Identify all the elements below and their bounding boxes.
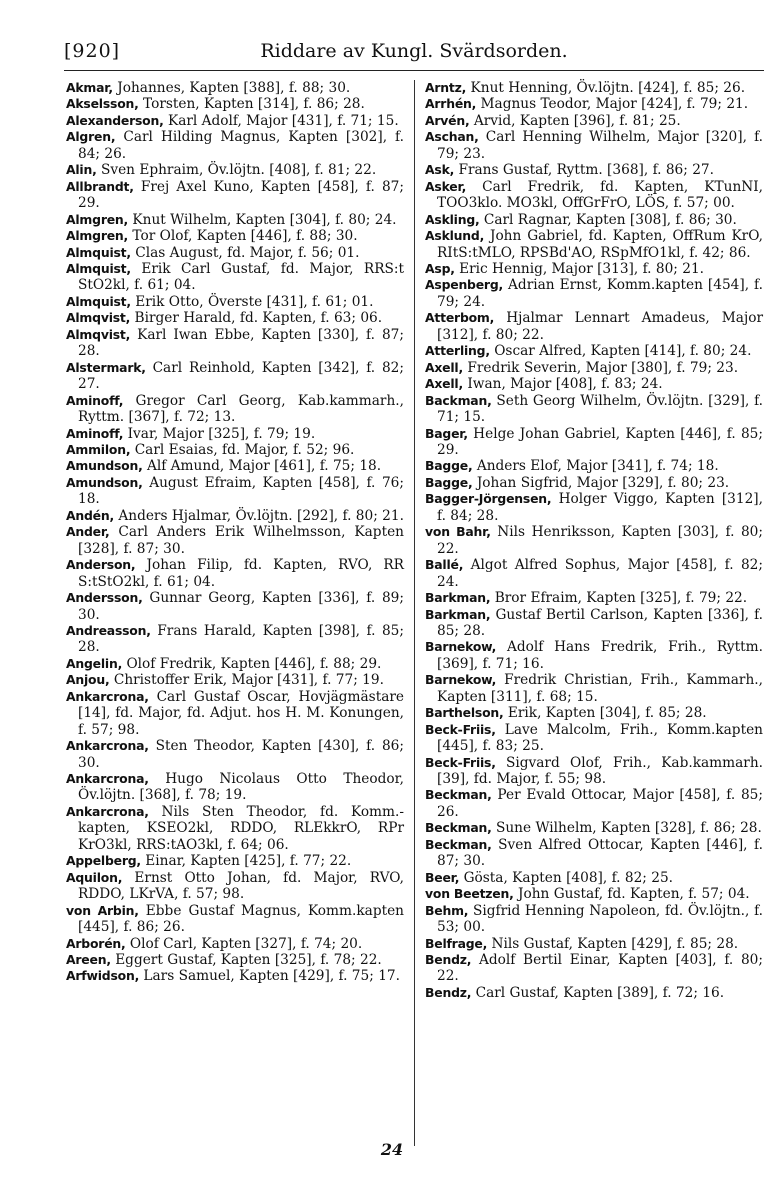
register-entry (425, 705, 763, 721)
register-entry (425, 820, 763, 836)
entry-surname: Ankarcrona, (66, 738, 149, 754)
entry-details: Carl Gustaf Oscar, Hovjägmästare [14], fd. Major, fd. Adjut. hos H. M. Konungen, f. 57; 98. (78, 688, 404, 738)
entry-details: Johannes, Kapten [388], f. 88; 30. (112, 80, 351, 96)
entry-details: Ernst Otto Johan, fd. Major, RVO, RDDO, LKrVA, f. 57; 98. (78, 869, 404, 903)
entry-surname: Barkman, (425, 590, 491, 606)
entry-details: John Gustaf, fd. Kapten, f. 57; 04. (513, 886, 750, 903)
register-entry (66, 771, 404, 804)
entry-details: Carl Gustaf, Kapten [389], f. 72; 16. (471, 984, 725, 1001)
register-entry (66, 903, 404, 936)
register-entry (425, 524, 763, 557)
entry-details: August Efraim, Kapten [458], f. 76; 18. (78, 474, 404, 508)
entry-details: Knut Henning, Öv.löjtn. [424], f. 85; 26. (466, 80, 746, 96)
entry-details: Karl Iwan Ebbe, Kapten [330], f. 87; 28. (78, 326, 404, 360)
register-entry (66, 689, 404, 738)
entry-details: Christoffer Erik, Major [431], f. 77; 19. (109, 672, 384, 689)
register-entry (425, 870, 763, 886)
entry-surname: Alstermark, (66, 359, 146, 375)
entry-surname: Barnekow, (425, 639, 497, 655)
register-entry (66, 738, 404, 771)
entry-surname: Appelberg, (66, 853, 141, 869)
entry-surname: Areen, (66, 952, 111, 968)
entry-surname: Almquist, (66, 293, 131, 309)
entry-surname: Barnekow, (425, 672, 497, 688)
entry-surname: Alexanderson, (66, 112, 164, 128)
entry-details: Lars Samuel, Kapten [429], f. 75; 17. (139, 968, 400, 985)
register-entry (425, 277, 763, 310)
register-entry (425, 475, 763, 491)
entry-details: Bror Efraim, Kapten [325], f. 79; 22. (490, 590, 748, 607)
entry-details: Sven Ephraim, Öv.löjtn. [408], f. 81; 22. (96, 162, 377, 179)
register-entry (425, 343, 763, 359)
entry-details: Algot Alfred Sophus, Major [458], f. 82; 24. (437, 557, 763, 590)
register-entry (66, 870, 404, 903)
entry-surname: Beck-Friis, (425, 721, 496, 737)
entry-details: Sten Theodor, Kapten [430], f. 86; 30. (78, 738, 404, 771)
register-entry (66, 179, 404, 212)
entry-surname: Bendz, (425, 952, 472, 968)
register-entry (66, 656, 404, 672)
entry-surname: Ander, (66, 524, 110, 540)
entry-surname: Ballé, (425, 557, 464, 573)
register-entry (425, 837, 763, 870)
entry-details: Sune Wilhelm, Kapten [328], f. 86; 28. (491, 820, 762, 837)
entry-surname: Bagger-Jörgensen, (425, 491, 552, 507)
entry-details: Nils Sten Theodor, fd. Komm.-kapten, KSEO2kl, RDDO, RLEkkrO, RPr KrO3kl, RRS:tAO3kl, f. 64; 06. (78, 803, 404, 853)
entry-details: Carl Esaias, fd. Major, f. 52; 96. (130, 441, 355, 458)
entry-details: Fredrik Christian, Frih., Kammarh., Kapten [311], f. 68; 15. (437, 672, 763, 705)
entry-details: Olof Fredrik, Kapten [446], f. 88; 29. (122, 655, 382, 672)
entry-details: Adolf Hans Fredrik, Frih., Ryttm. [369], f. 71; 16. (437, 639, 763, 672)
register-entry (425, 310, 763, 343)
entry-details: Johan Filip, fd. Kapten, RVO, RR S:tStO2kl, f. 61; 04. (78, 557, 404, 590)
entry-details: Seth Georg Wilhelm, Öv.löjtn. [329], f. 71; 15. (437, 392, 763, 426)
left-column (66, 80, 404, 985)
register-entry (66, 360, 404, 393)
entry-surname: Bendz, (425, 984, 472, 1000)
register-entry (66, 393, 404, 426)
entry-surname: Amundson, (66, 458, 143, 474)
entry-surname: Bagge, (425, 458, 473, 474)
entry-surname: Aschan, (425, 129, 479, 145)
entry-details: Anders Elof, Major [341], f. 74; 18. (472, 458, 719, 475)
register-entry (425, 590, 763, 606)
entry-surname: von Bahr, (425, 524, 491, 540)
entry-surname: Anderson, (66, 557, 136, 573)
entry-surname: Asp, (425, 260, 455, 276)
entry-details: Birger Harald, fd. Kapten, f. 63; 06. (130, 310, 383, 327)
entry-surname: Aspenberg, (425, 277, 504, 293)
entry-surname: Beck-Friis, (425, 754, 496, 770)
entry-details: Eggert Gustaf, Kapten [325], f. 78; 22. (110, 952, 382, 969)
entry-details: Frans Gustaf, Ryttm. [368], f. 86; 27. (454, 162, 714, 179)
entry-surname: Amundson, (66, 474, 143, 490)
register-entry (66, 458, 404, 474)
entry-details: Sven Alfred Ottocar, Kapten [446], f. 87; 30. (437, 836, 763, 870)
register-entry (66, 936, 404, 952)
entry-surname: Almquist, (66, 260, 131, 276)
entry-surname: Akselsson, (66, 96, 139, 112)
entry-surname: Almgren, (66, 228, 129, 244)
entry-details: Magnus Teodor, Major [424], f. 79; 21. (476, 96, 749, 113)
entry-details: Ebbe Gustaf Magnus, Komm.kapten [445], f. 86; 26. (78, 902, 404, 936)
entry-details: Torsten, Kapten [314], f. 86; 28. (138, 96, 365, 113)
entry-details: Gunnar Georg, Kapten [336], f. 89; 30. (78, 590, 404, 623)
entry-details: Erik, Kapten [304], f. 85; 28. (503, 705, 707, 722)
entry-surname: Ammilon, (66, 441, 131, 457)
register-entry (425, 639, 763, 672)
register-entry (66, 294, 404, 310)
entry-surname: Arntz, (425, 80, 467, 95)
entry-details: Iwan, Major [408], f. 83; 24. (463, 376, 663, 393)
register-entry (425, 376, 763, 392)
entry-details: Hjalmar Lennart Amadeus, Major [312], f. 80; 22. (437, 310, 763, 343)
register-entry (66, 442, 404, 458)
entry-surname: Beckman, (425, 820, 492, 836)
entry-details: Carl Hilding Magnus, Kapten [302], f. 84; 26. (78, 129, 404, 162)
register-entry (66, 475, 404, 508)
entry-surname: Andersson, (66, 590, 143, 606)
entry-surname: Aquilon, (66, 869, 123, 885)
entry-details: Gregor Carl Georg, Kab.kammarh., Ryttm. [367], f. 72; 13. (78, 392, 404, 426)
register-entry (425, 936, 763, 952)
entry-details: Carl Anders Erik Wilhelmsson, Kapten [328], f. 87; 30. (78, 524, 404, 557)
entry-surname: Aminoff, (66, 392, 124, 408)
entry-surname: Asklund, (425, 228, 485, 244)
register-entry (425, 179, 763, 212)
register-entry (66, 590, 404, 623)
entry-surname: Andén, (66, 507, 115, 523)
register-entry (425, 787, 763, 820)
entry-surname: Andreasson, (66, 622, 151, 638)
register-entry (66, 623, 404, 656)
entry-details: Nils Henriksson, Kapten [303], f. 80; 22. (437, 524, 764, 557)
entry-details: Clas August, fd. Major, f. 56; 01. (130, 244, 360, 261)
entry-details: John Gabriel, fd. Kapten, OffRum KrO, RItS:tMLO, RPSBd'AO, RSpMfO1kl, f. 42; 86. (437, 228, 763, 261)
register-entry (66, 426, 404, 442)
entry-surname: Bagge, (425, 474, 473, 490)
register-entry (66, 952, 404, 968)
register-entry (66, 96, 404, 112)
entry-details: Carl Ragnar, Kapten [308], f. 86; 30. (479, 211, 737, 228)
entry-details: Hugo Nicolaus Otto Theodor, Öv.löjtn. [368], f. 78; 19. (78, 771, 404, 804)
entry-details: Frej Axel Kuno, Kapten [458], f. 87; 29. (78, 178, 404, 212)
entry-surname: Ask, (425, 162, 455, 178)
register-entry (425, 903, 763, 936)
register-entry (425, 886, 763, 902)
entry-surname: Beer, (425, 869, 460, 885)
register-entry (425, 458, 763, 474)
entry-surname: Bager, (425, 425, 468, 441)
entry-details: Gösta, Kapten [408], f. 82; 25. (459, 869, 674, 886)
register-entry (66, 80, 404, 96)
register-entry (66, 261, 404, 294)
entry-details: Oscar Alfred, Kapten [414], f. 80; 24. (489, 343, 752, 360)
register-entry (66, 212, 404, 228)
folio-number: 24 (380, 1140, 404, 1159)
entry-details: Erik Otto, Överste [431], f. 61; 01. (130, 293, 374, 310)
register-entry (66, 804, 404, 853)
running-header (64, 38, 764, 71)
column-divider (414, 80, 415, 1146)
register-entry (66, 557, 404, 590)
register-entry (425, 96, 763, 112)
entry-surname: Axell, (425, 376, 463, 392)
entry-surname: Angelin, (66, 655, 123, 671)
entry-details: Karl Adolf, Major [431], f. 71; 15. (163, 112, 399, 129)
register-entry (66, 327, 404, 360)
entry-surname: Almgren, (66, 211, 129, 227)
entry-details: Alf Amund, Major [461], f. 75; 18. (142, 458, 382, 475)
entry-surname: Ankarcrona, (66, 771, 149, 787)
entry-details: Per Evald Ottocar, Major [458], f. 85; 26. (437, 787, 763, 820)
register-entry (66, 672, 404, 688)
register-entry (425, 491, 763, 524)
entry-details: Sigfrid Henning Napoleon, fd. Öv.löjtn., f. 53; 00. (437, 902, 763, 936)
entry-surname: Almqvist, (66, 326, 131, 342)
register-entry (425, 722, 763, 755)
entry-details: Tor Olof, Kapten [446], f. 88; 30. (128, 228, 358, 245)
entry-details: Fredrik Severin, Major [380], f. 79; 23. (463, 359, 739, 376)
register-entry (66, 524, 404, 557)
entry-details: Ivar, Major [325], f. 79; 19. (123, 425, 316, 442)
entry-surname: Atterbom, (425, 310, 495, 326)
entry-surname: Alin, (66, 162, 97, 178)
register-entry (425, 393, 763, 426)
running-title: Riddare av Kungl. Svärdsorden. (260, 40, 568, 62)
entry-details: Carl Henning Wilhelm, Major [320], f. 79; 23. (437, 129, 763, 162)
entry-surname: Akmar, (66, 80, 113, 95)
entry-details: Helge Johan Gabriel, Kapten [446], f. 85; 29. (437, 425, 763, 458)
entry-details: Knut Wilhelm, Kapten [304], f. 80; 24. (128, 211, 397, 228)
register-entry (66, 968, 404, 984)
entry-details: Gustaf Bertil Carlson, Kapten [336], f. 85; 28. (437, 606, 763, 639)
entry-details: Eric Hennig, Major [313], f. 80; 21. (454, 260, 705, 277)
entry-surname: Ankarcrona, (66, 688, 149, 704)
entry-details: Einar, Kapten [425], f. 77; 22. (140, 853, 352, 870)
entry-surname: Anjou, (66, 672, 110, 688)
entry-surname: Asker, (425, 178, 467, 194)
entry-surname: Backman, (425, 392, 492, 408)
register-entry (425, 985, 763, 1001)
register-entry (66, 508, 404, 524)
entry-surname: Almquist, (66, 244, 131, 260)
entry-details: Frans Harald, Kapten [398], f. 85; 28. (78, 622, 404, 656)
entry-surname: Barthelson, (425, 705, 504, 721)
entry-details: Arvid, Kapten [396], f. 81; 25. (469, 112, 681, 129)
entry-surname: Behm, (425, 902, 469, 918)
entry-surname: Allbrandt, (66, 178, 134, 194)
register-entry (66, 310, 404, 326)
register-entry (425, 113, 763, 129)
entry-surname: Ankarcrona, (66, 803, 149, 819)
register-entry (425, 212, 763, 228)
entry-details: Lave Malcolm, Frih., Komm.kapten [445], f. 83; 25. (437, 721, 763, 755)
entry-details: Holger Viggo, Kapten [312], f. 84; 28. (437, 491, 763, 524)
entry-details: Johan Sigfrid, Major [329], f. 80; 23. (472, 474, 730, 491)
register-entry (425, 607, 763, 640)
register-entry (425, 360, 763, 376)
register-entry (425, 80, 763, 96)
register-entry (66, 113, 404, 129)
register-entry (425, 261, 763, 277)
register-entry (425, 228, 763, 261)
entry-surname: Beckman, (425, 787, 492, 803)
register-entry (66, 853, 404, 869)
entry-details: Nils Gustaf, Kapten [429], f. 85; 28. (487, 935, 739, 952)
entry-surname: von Beetzen, (425, 886, 514, 902)
register-entry (425, 557, 763, 590)
entry-surname: Algren, (66, 129, 116, 145)
entry-surname: Aminoff, (66, 425, 124, 441)
entry-details: Sigvard Olof, Frih., Kab.kammarh. [39], fd. Major, f. 55; 98. (437, 754, 763, 788)
entry-details: Anders Hjalmar, Öv.löjtn. [292], f. 80; 21. (114, 507, 404, 524)
entry-details: Erik Carl Gustaf, fd. Major, RRS:t StO2kl, f. 61; 04. (78, 260, 404, 294)
entry-surname: Askling, (425, 211, 480, 227)
register-entry (66, 129, 404, 162)
entry-surname: Almqvist, (66, 310, 131, 326)
entry-surname: Arvén, (425, 112, 470, 128)
register-entry (425, 129, 763, 162)
register-entry (66, 228, 404, 244)
entry-details: Adolf Bertil Einar, Kapten [403], f. 80; 22. (437, 952, 763, 985)
entry-details: Carl Reinhold, Kapten [342], f. 82; 27. (78, 359, 404, 393)
entry-details: Olof Carl, Kapten [327], f. 74; 20. (125, 935, 363, 952)
entry-surname: Belfrage, (425, 935, 488, 951)
entry-details: Carl Fredrik, fd. Kapten, KTunNI, TOO3klo. MO3kl, OffGrFrO, LÖS, f. 57; 00. (437, 178, 763, 212)
entry-surname: Arfwidson, (66, 968, 140, 984)
entry-surname: von Arbin, (66, 902, 139, 918)
register-entry (66, 162, 404, 178)
register-entry (425, 952, 763, 985)
page-number: [920] (64, 40, 121, 62)
entry-surname: Atterling, (425, 343, 490, 359)
register-entry (425, 672, 763, 705)
register-entry (425, 426, 763, 459)
entry-surname: Beckman, (425, 836, 492, 852)
right-column (425, 80, 763, 1001)
register-entry (66, 245, 404, 261)
entry-surname: Arrhén, (425, 96, 477, 112)
entry-details: Adrian Ernst, Komm.kapten [454], f. 79; 24. (437, 277, 763, 310)
register-entry (425, 162, 763, 178)
entry-surname: Arborén, (66, 935, 126, 951)
entry-surname: Barkman, (425, 606, 491, 622)
register-entry (425, 755, 763, 788)
entry-surname: Axell, (425, 359, 463, 375)
